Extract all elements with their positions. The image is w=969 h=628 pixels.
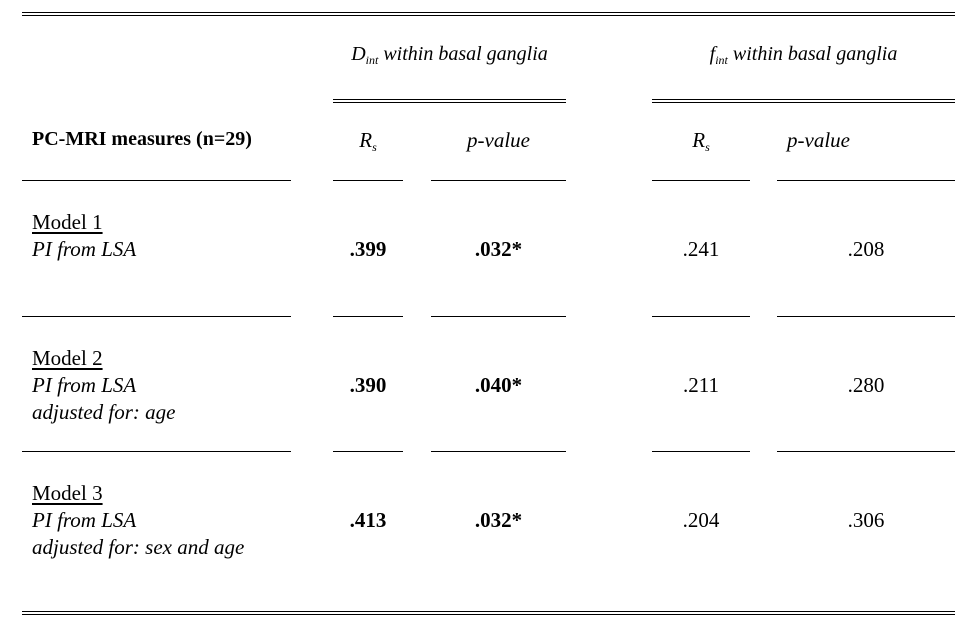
model-name: Model 3: [32, 481, 103, 505]
rule-segment: [333, 316, 403, 317]
cell-rs-fint: .204: [682, 508, 720, 532]
col-header-pvalue-2: p-value: [787, 128, 850, 152]
model-desc: PI from LSA: [32, 373, 137, 397]
cell-rs-fint: .211: [683, 373, 719, 397]
model-name: Model 2: [32, 346, 103, 370]
cell-p-dint: .032*: [474, 508, 523, 532]
cell-p-fint: .208: [847, 237, 885, 261]
rule-segment: [652, 316, 750, 317]
rule-segment: [333, 180, 403, 181]
cell-rs-fint: .241: [682, 237, 720, 261]
col-header-pvalue-1: p-value: [467, 128, 530, 152]
rule-segment: [333, 451, 403, 452]
cell-rs-dint: .390: [349, 373, 387, 397]
model-desc: PI from LSA: [32, 237, 137, 261]
group-rule-dint: [333, 99, 566, 103]
model-desc: PI from LSA: [32, 508, 137, 532]
rule-segment: [431, 451, 566, 452]
model-desc: adjusted for: sex and age: [32, 535, 245, 559]
cell-rs-dint: .399: [349, 237, 387, 261]
top-rule: [22, 12, 955, 16]
rule-segment: [431, 316, 566, 317]
model-desc: adjusted for: age: [32, 400, 176, 424]
cell-p-dint: .032*: [474, 237, 523, 261]
group-header-fint: $f_{int}$ within basal ganglia: [709, 43, 898, 67]
col-header-rs-1: $R_s$: [359, 128, 377, 154]
rule-segment: [431, 180, 566, 181]
cell-rs-dint: .413: [349, 508, 387, 532]
cell-p-fint: .306: [847, 508, 885, 532]
rule-segment: [22, 451, 291, 452]
group-header-dint: $D_{int}$ within basal ganglia: [351, 43, 548, 67]
rule-segment: [777, 180, 955, 181]
col-header-rs-2: $R_s$: [692, 128, 710, 154]
bottom-rule: [22, 611, 955, 615]
rule-segment: [777, 316, 955, 317]
rule-segment: [652, 180, 750, 181]
group-rule-fint: [652, 99, 955, 103]
rule-segment: [652, 451, 750, 452]
model-name: Model 1: [32, 210, 103, 234]
rule-segment: [22, 316, 291, 317]
row-header-label: PC-MRI measures (n=29): [32, 128, 252, 150]
cell-p-fint: .280: [847, 373, 885, 397]
rule-segment: [22, 180, 291, 181]
rule-segment: [777, 451, 955, 452]
cell-p-dint: .040*: [474, 373, 523, 397]
